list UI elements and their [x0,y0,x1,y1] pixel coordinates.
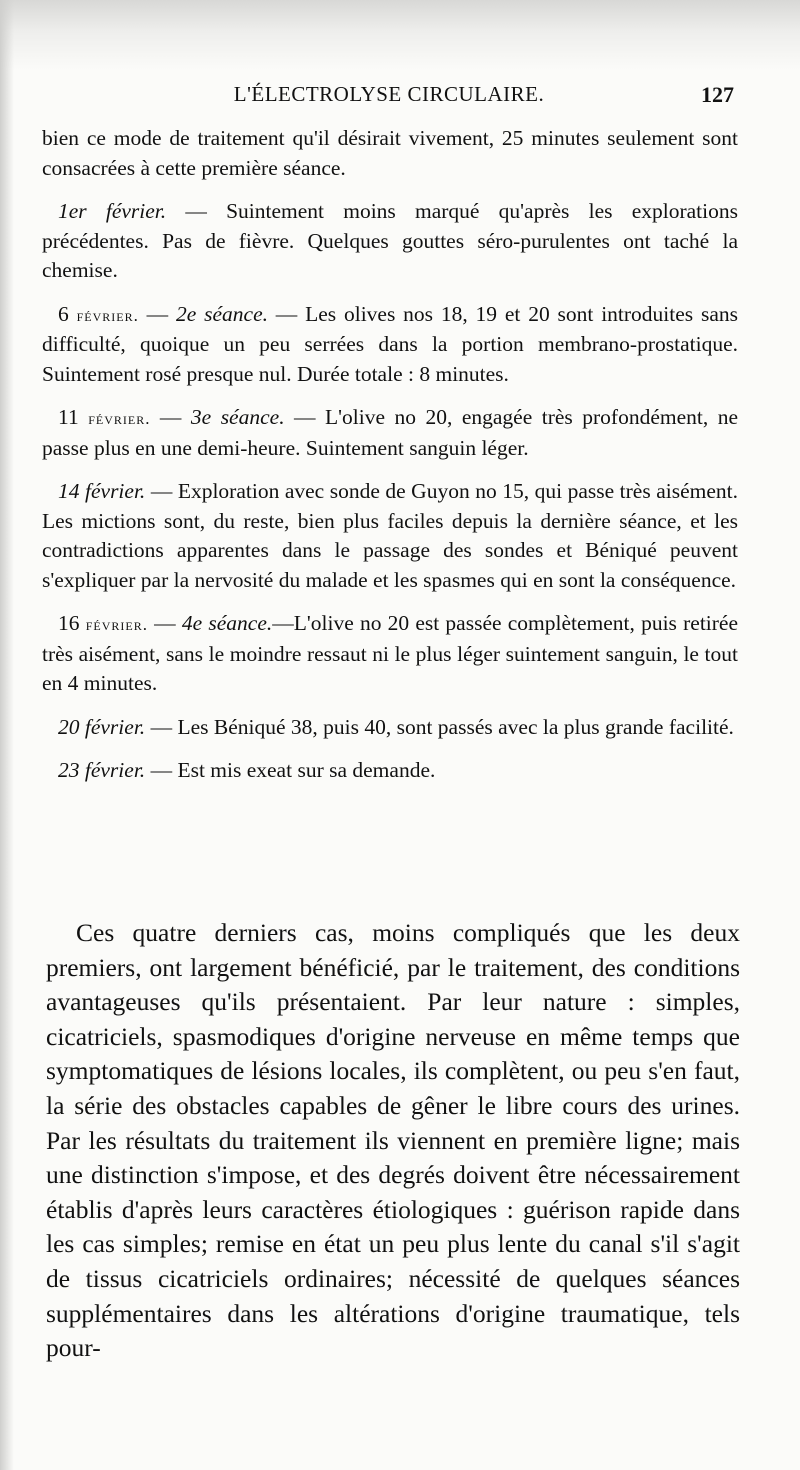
entry-month: février. [88,409,151,428]
entry-day: 6 [58,301,77,326]
running-title: L'ÉLECTROLYSE CIRCULAIRE. [233,82,545,106]
entry-date: 14 février. [58,479,146,503]
entry-23-fevrier [42,756,738,786]
scan-shadow-left [0,0,14,1470]
entry-text: — Est mis exeat sur sa demande. [145,758,436,782]
page-number: 127 [701,82,734,107]
entry-text: —L'olive no 20 est passée complètement, puis retirée très aisément, sans le moindre ressaut ni le plus léger suintement sanguin, le tout en 4 minutes. [42,611,739,695]
entry-day: 16 [58,611,86,635]
paragraph-text: bien ce mode de traitement qu'il désirait vivement, 25 minutes seulement sont consacrées à cette première séance. [42,126,738,180]
entry-dash: — [138,301,176,326]
entry-20-fevrier [42,713,738,743]
entry-dash: — [147,611,182,635]
entry-11-fevrier [42,403,738,463]
entry-16-fevrier [42,609,738,699]
case-notes [42,124,738,800]
entry-text: — L'olive no 20, engagée très profondément, ne passe plus en une demi-heure. Suintement sanguin léger. [42,405,739,460]
entry-text: — Exploration avec sonde de Guyon no 15, qui passe très aisément. Les mictions sont, du reste, bien plus faciles depuis la dernière séance, et les contradictions apparentes dans le passage des sondes et Béniqué peuvent s'expliquer par la nervosité du malade et les spasmes qui en sont la conséquence. [42,479,738,592]
entry-seance: 4e séance. [181,611,273,635]
entry-14-fevrier [42,477,738,595]
entry-date: 1er février. [58,199,167,223]
entry-date: 23 février. [58,758,146,782]
entry-seance: 3e séance. [190,405,285,429]
entry-dash: — [150,405,191,429]
paragraph-continuation [42,124,738,183]
discussion-text [46,916,740,1366]
entry-6-fevrier [42,300,738,390]
entry-text: — Suintement moins marqué qu'après les explorations précédentes. Pas de fièvre. Quelques gouttes séro-purulentes ont taché la chemise. [42,199,738,282]
entry-1-fevrier [42,197,738,286]
page-header [44,82,734,112]
entry-seance: 2e séance. [176,301,268,326]
entry-text: — Les Béniqué 38, puis 40, sont passés avec la plus grande facilité. [145,714,734,739]
entry-text: — Les olives nos 18, 19 et 20 sont introduites sans difficulté, quoique un peu serrées dans la portion membrano-prostatique. Suintement rosé presque nul. Durée totale : 8 minutes. [42,301,739,386]
entry-month: février. [76,305,139,325]
entry-month: février. [85,615,148,634]
scan-shadow-top [0,0,800,70]
entry-date: 20 février. [58,714,146,739]
entry-day: 11 [58,405,89,429]
discussion-paragraph: Ces quatre derniers cas, moins compliqués que les deux premiers, ont largement bénéficié, par le traitement, des conditions avantageuses qu'ils présentaient. Par leur nature : simples, cicatriciels, spasmodiques d'origine nerveuse en même temps que symptomatiques de lésions locales, ils complètent, ou peu s'en faut, la série des obstacles capables de gêner le libre cours des urines. Par les résultats du traitement ils viennent en première ligne; mais une distinction s'impose, et des degrés doivent être nécessairement établis d'après leurs caractères étiologiques : guérison rapide dans les cas simples; remise en état un peu plus lente du canal s'il s'agit de tissus cicatriciels ordinaires; nécessité de quelques séances supplémentaires dans les altérations d'origine traumatique, tels pour- [46,918,740,1363]
